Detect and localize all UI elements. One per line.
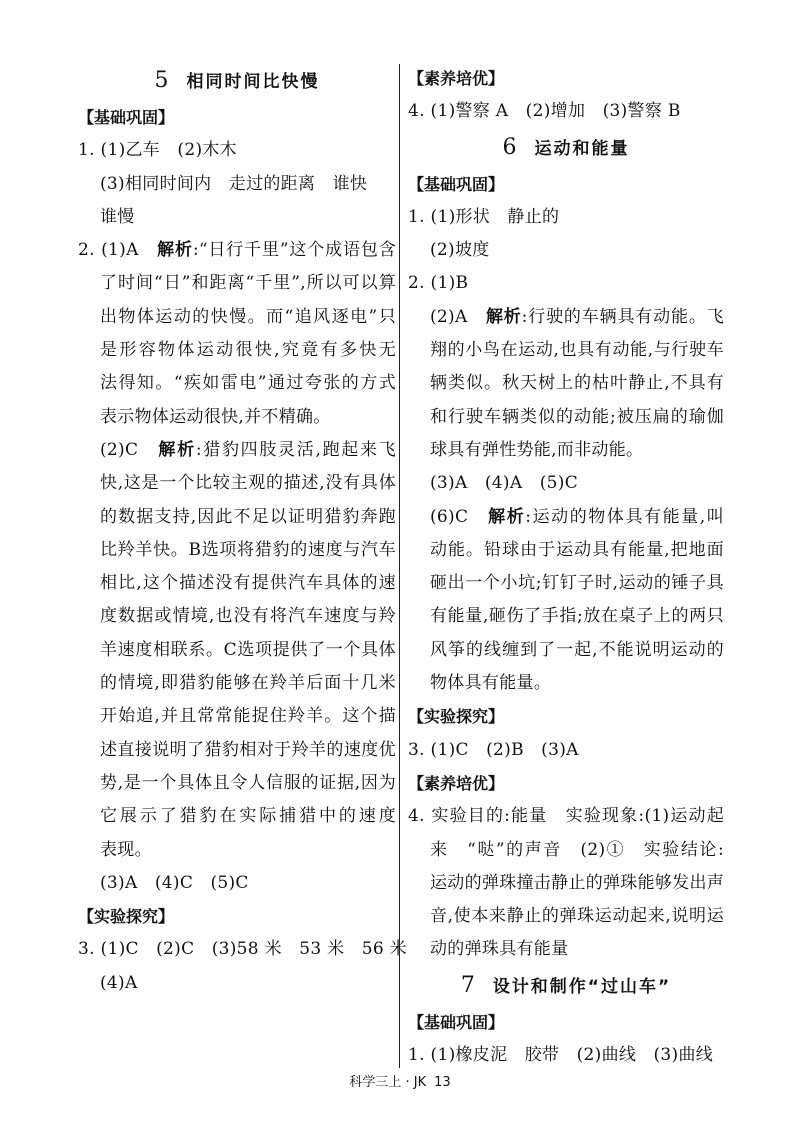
answer-line: 是形容物体运动很快,究竟有多快无	[100, 340, 396, 361]
answer-line: 它展示了猎豹在实际捕猎中的速度	[100, 806, 396, 827]
answer-line: 表示物体运动很快,并不精确。	[100, 406, 331, 427]
answer-line: 势,是一个具体且令人信服的证据,因为	[100, 772, 396, 793]
left-column	[78, 62, 407, 1000]
answer-line: 2. (1)A 解析:“日行千里”这个成语包含	[78, 240, 396, 261]
answer-line: (3)相同时间内 走过的距离 谁快	[100, 173, 368, 194]
answer-line: (2)C 解析:猎豹四肢灵活,跑起来飞	[100, 439, 397, 460]
page-footer	[0, 1071, 800, 1090]
lesson-title-7: 7 设计和制作“过山车”	[460, 972, 672, 998]
answer-line: 音,使本来静止的弹珠运动起来,说明运	[430, 906, 724, 927]
section-heading: 【基础巩固】	[78, 108, 175, 127]
right-column	[408, 62, 724, 1072]
answer-line: 辆类似。秋天树上的枯叶静止,不具有	[430, 373, 724, 394]
answer-line: 的数据支持,因此不足以证明猎豹奔跑	[100, 506, 396, 527]
section-heading: 【素养培优】	[408, 773, 505, 793]
answer-line: 和行驶车辆类似的动能;被压扁的瑜伽	[430, 406, 724, 427]
answer-line: 羊速度相联系。C选项提供了一个具体	[100, 639, 396, 660]
answer-line: 开始追,并且常常能捉住羚羊。这个描	[100, 706, 396, 727]
answer-line: 法得知。“疾如雷电”通过夸张的方式	[100, 373, 396, 394]
answer-line: 1. (1)乙车 (2)木木	[78, 140, 237, 161]
answer-line: 动能。铅球由于运动具有能量,把地面	[430, 539, 724, 560]
answer-line: 比羚羊快。B选项将猎豹的速度与汽车	[100, 539, 396, 560]
answer-line: 了时间“日”和距离“千里”,所以可以算	[100, 273, 396, 294]
answer-line: (3)A (4)A (5)C	[430, 473, 579, 494]
answer-line: 翔的小鸟在运动,也具有动能,与行驶车	[430, 340, 724, 361]
answer-line: 来 “哒”的声音 (2)① 实验结论:	[430, 839, 724, 860]
answer-line: 运动的弹珠撞击静止的弹珠能够发出声	[430, 872, 725, 893]
answer-line: 表现。	[100, 839, 152, 860]
section-heading: 【基础巩固】	[408, 174, 505, 194]
answer-line: 物体具有能量。	[430, 673, 552, 694]
column-divider	[399, 64, 400, 1068]
answer-line: (2)坡度	[430, 240, 490, 261]
answer-line: 风筝的线缠到了一起,不能说明运动的	[430, 639, 724, 660]
answer-line: (3)A (4)C (5)C	[100, 872, 249, 893]
answer-line: 快,这是一个比较主观的描述,没有具体	[100, 473, 396, 494]
answer-line: 有能量,砸伤了手指;放在桌子上的两只	[430, 606, 724, 627]
section-heading: 【基础巩固】	[408, 1012, 505, 1032]
answer-line: (2)A 解析:行驶的车辆具有动能。飞	[430, 306, 724, 327]
lesson-title-5: 5 相同时间比快慢	[154, 68, 320, 93]
answer-line: 述直接说明了猎豹相对于羚羊的速度优	[100, 739, 396, 760]
answer-line: 4. 实验目的:能量 实验现象:(1)运动起	[408, 806, 724, 827]
answer-line: (4)A	[100, 972, 138, 993]
answer-line: 动的弹珠具有能量	[430, 939, 569, 960]
answer-line: 1. (1)形状 静止的	[408, 206, 560, 227]
lesson-title-6: 6 运动和能量	[502, 134, 630, 160]
answer-line: 度数据或情境,也没有将汽车速度与羚	[100, 606, 396, 627]
answer-line: 砸出一个小坑;钉钉子时,运动的锤子具	[430, 573, 724, 594]
answer-line: 相比,这个描述没有提供汽车具体的速	[100, 573, 396, 594]
section-heading: 【实验探究】	[78, 907, 175, 927]
answer-line: 球具有弹性势能,而非动能。	[430, 439, 644, 460]
section-heading: 【实验探究】	[408, 707, 505, 727]
answer-line: 谁慢	[100, 206, 135, 227]
answer-line: 2. (1)B	[408, 273, 469, 294]
page-number: 13	[434, 1075, 451, 1090]
answer-line: 3. (1)C (2)C (3)58 米 53 米 56 米	[78, 939, 407, 960]
section-heading: 【素养培优】	[408, 69, 505, 88]
answer-line: (6)C 解析:运动的物体具有能量,叫	[430, 506, 725, 527]
answer-line: 的情境,即猎豹能够在羚羊后面十几米	[100, 673, 396, 694]
answer-line: 1. (1)橡皮泥 胶带 (2)曲线 (3)曲线	[408, 1045, 714, 1066]
answer-line: 4. (1)警察 A (2)增加 (3)警察 B	[408, 101, 681, 122]
answer-line: 出物体运动的快慢。而“追风逐电”只	[100, 306, 396, 327]
answer-line: 3. (1)C (2)B (3)A	[408, 739, 579, 760]
book-label: 科学三上 · JK	[349, 1075, 427, 1090]
